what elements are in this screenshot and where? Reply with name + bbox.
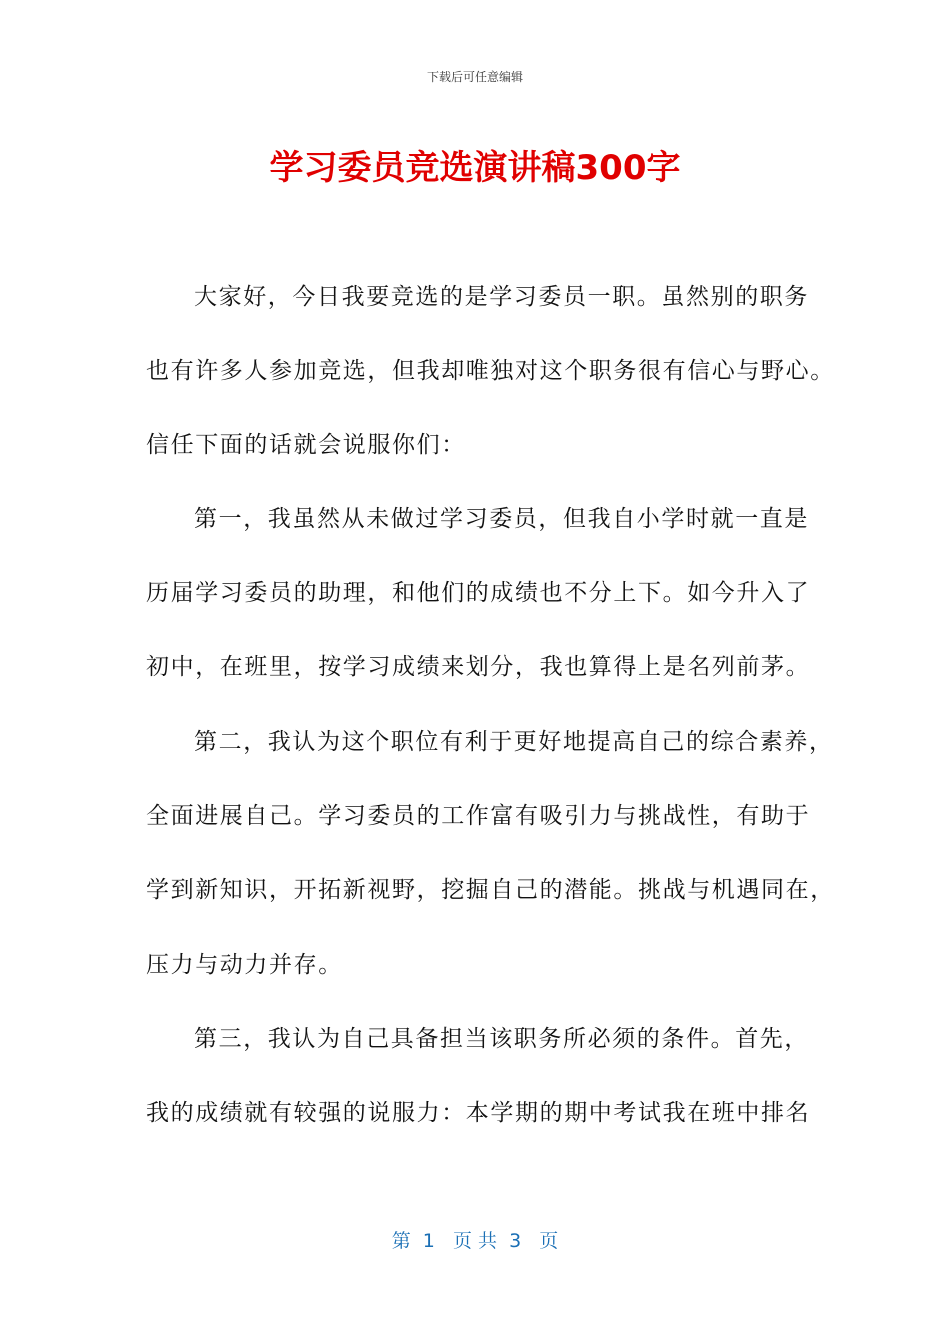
paragraph-line: 也有许多人参加竞选，但我却唯独对这个职务很有信心与野心。 [146,358,835,384]
paragraph-line: 第二，我认为这个职位有利于更好地提高自己的综合素养， [194,729,834,755]
paragraph-line: 信任下面的话就会说服你们： [146,432,466,458]
page-number-footer: 第 1 页 共 3 页 [391,1230,559,1252]
paragraph-line: 第一，我虽然从未做过学习委员，但我自小学时就一直是 [194,506,809,532]
paragraph-line: 第三，我认为自己具备担当该职务所必须的条件。首先， [194,1026,809,1052]
paragraph-line: 压力与动力并存。 [146,952,343,978]
paragraph-line: 学到新知识，开拓新视野，挖掘自己的潜能。挑战与机遇同在， [146,877,835,903]
header-note: 下载后可任意编辑 [426,70,523,84]
paragraph-line: 初中，在班里，按学习成绩来划分，我也算得上是名列前茅。 [146,654,811,680]
paragraph-line: 大家好，今日我要竞选的是学习委员一职。虽然别的职务 [194,284,809,310]
paragraph-line: 我的成绩就有较强的说服力：本学期的期中考试我在班中排名 [146,1100,811,1126]
document-title: 学习委员竞选演讲稿300字 [269,148,681,188]
paragraph-line: 全面进展自己。学习委员的工作富有吸引力与挑战性，有助于 [146,803,811,829]
paragraph-line: 历届学习委员的助理，和他们的成绩也不分上下。如今升入了 [146,580,811,606]
